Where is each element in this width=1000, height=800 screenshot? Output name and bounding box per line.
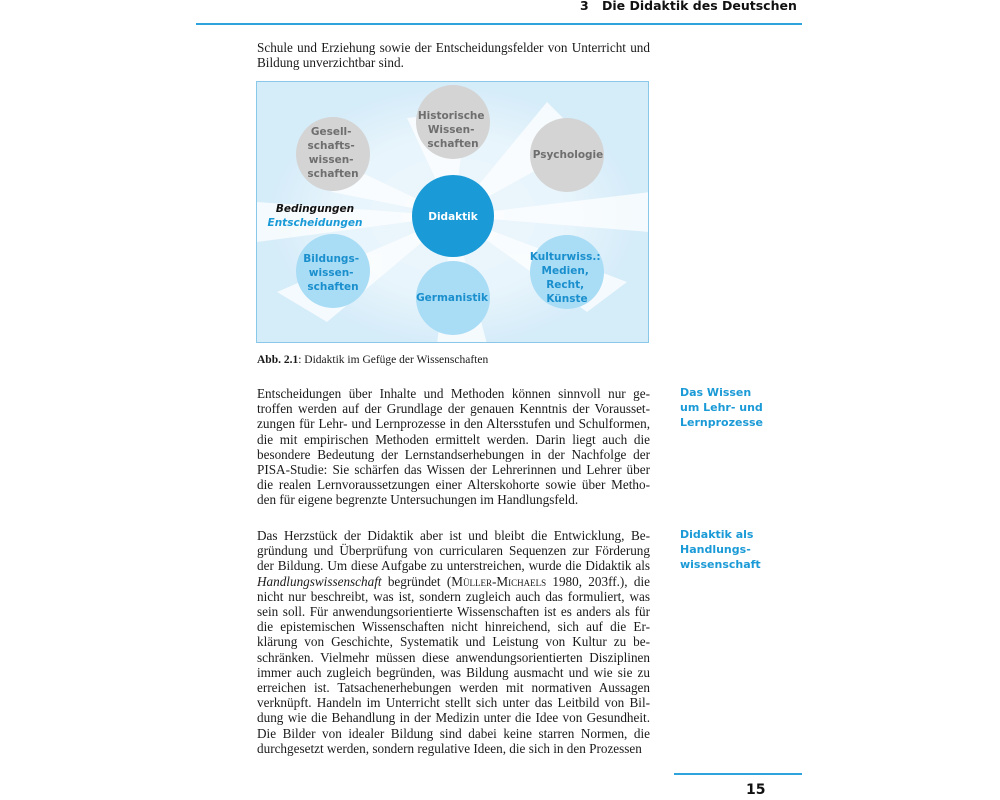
page-number: 15 xyxy=(746,782,766,798)
figure-caption xyxy=(257,354,488,366)
p1-line: den für eigene begrenzte Untersuchungen im Handlungsfeld. xyxy=(257,492,579,508)
margin-line: Didaktik als xyxy=(680,528,754,541)
emphasis-handlungswissenschaft: Handlungswissenschaft xyxy=(257,573,382,589)
node-label-bildungs: Bildungs- wissen- schaften xyxy=(303,253,360,293)
p2-line: der Bildung. Um diese Aufgabe zu unterstreichen, wurde die Didaktik als xyxy=(257,558,650,574)
p2-line: schränken. Vielmehr müssen diese anwendungsorientierten Disziplinen xyxy=(257,649,650,665)
citation-author: Müller-Michaels xyxy=(451,573,547,589)
p1-line: besondere Bedeutung der Lernstandserhebungen in der Nachfolge der xyxy=(257,446,650,462)
node-label-gesellschafts: Gesell- schafts- wissen- schaften xyxy=(307,126,359,180)
p2-line: dung wie die Behandlung in der Medizin unter die Idee von Gesundheit. xyxy=(257,710,650,726)
diagram-svg xyxy=(257,82,649,343)
margin-line: Lernprozesse xyxy=(680,415,763,429)
p2-line: die epistemischen Wissenschaften nicht hinreichend, sich auf die Er- xyxy=(257,619,650,635)
center-label: Didaktik xyxy=(428,211,478,223)
label-bedingungen: Bedingungen xyxy=(275,203,355,215)
paragraph-1 xyxy=(257,386,650,508)
p2-line: nicht nur beschreibt, was ist, sondern zugleich auch das formuliert, was xyxy=(257,588,650,604)
chapter-number: 3 xyxy=(580,0,589,13)
node-label-psychologie: Psychologie xyxy=(532,149,604,161)
node-label-historische: Historische Wissen- schaften xyxy=(417,110,485,150)
p1-line: PISA-Studie: Sie schärfen das Wissen der Lehrerinnen und Lehrer über xyxy=(257,462,650,478)
node-label-kulturwiss: Kulturwiss.: Medien, Recht, Künste xyxy=(529,251,601,305)
margin-note-wissen xyxy=(680,386,800,430)
p2-line: verknüpft. Handeln im Unterricht stellt sich unter das Leitbild von Bil- xyxy=(257,695,650,711)
margin-note-didaktik xyxy=(680,528,800,572)
header-rule xyxy=(196,23,802,25)
p2-line: erreichen ist. Tatsachenerhebungen werden mit normativen Aussagen xyxy=(257,680,650,696)
chapter-title: Die Didaktik des Deutschen xyxy=(602,0,797,13)
p2-line: gründung und Überprüfung von curricularen Sequenzen zur Förderung xyxy=(257,543,650,559)
paragraph-2 xyxy=(257,528,650,756)
node-label-germanistik: Germanistik xyxy=(416,292,488,304)
p1-line: die mit empirischen Methoden ermittelt werden. Darin liegt auch die xyxy=(257,431,650,447)
margin-line: wissenschaft xyxy=(680,557,761,571)
margin-line: um Lehr- und xyxy=(680,400,763,414)
intro-paragraph: Schule und Erziehung sowie der Entscheidungsfelder von Unterricht und Bildung unverzichtbar sind. xyxy=(257,40,650,71)
p2-line: immer auch zugleich begründen, was Bildung ausmacht und wie sie zu xyxy=(257,664,650,680)
p2-line: klärung von Geschichte, Systematik und Leistung von Kultur zu be- xyxy=(257,634,650,650)
p1-line: Entscheidungen über Inhalte und Methoden können sinnvoll nur ge- xyxy=(257,386,650,401)
p2-text: 1980, 203ff.), die xyxy=(546,573,650,589)
p2-line: Die Bilder von idealer Bildung sind dabei keine starren Normen, die xyxy=(257,725,650,741)
caption-label: Abb. 2.1 xyxy=(257,354,299,366)
p2-text: begründet ( xyxy=(381,573,452,589)
footer-rule xyxy=(674,773,802,775)
p2-line: Das Herzstück der Didaktik aber ist und bleibt die Entwicklung, Be- xyxy=(257,528,650,543)
running-header xyxy=(580,0,797,13)
margin-line: Das Wissen xyxy=(680,386,752,399)
p1-line: zungen für Lehr- und Lernprozesse in den Altersstufen und Schulformen, xyxy=(257,416,650,432)
p1-line: die realen Lernvoraussetzungen einer Alterskohorte sowie über Metho- xyxy=(257,477,650,493)
didaktik-diagram xyxy=(256,81,649,343)
p2-line: durchgesetzt werden, sondern regulative Ideen, die sich in den Prozessen xyxy=(257,740,642,756)
margin-line: Handlungs- xyxy=(680,542,751,556)
p1-line: troffen werden auf der Grundlage der genauen Kenntnis der Vorausset- xyxy=(257,401,650,417)
caption-text: : Didaktik im Gefüge der Wissenschaften xyxy=(298,354,489,366)
label-entscheidungen: Entscheidungen xyxy=(267,217,363,229)
p2-line: sein soll. Für anwendungsorientierte Wissenschaften ist es anders als für xyxy=(257,604,650,620)
